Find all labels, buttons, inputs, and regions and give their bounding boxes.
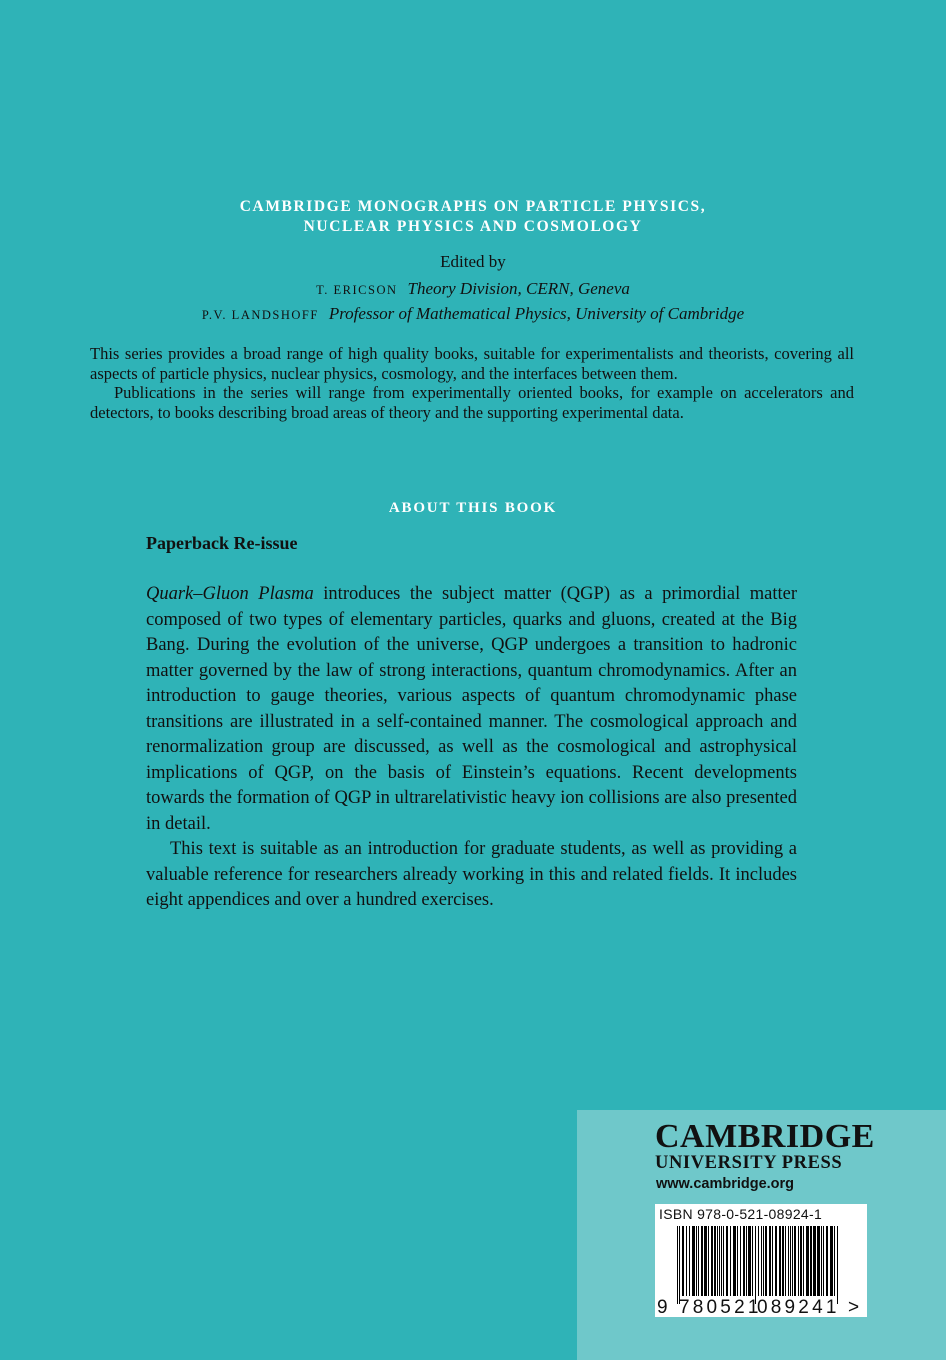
barcode-bar [679,1226,680,1304]
barcode-bar [752,1226,753,1296]
series-title [0,197,946,237]
barcode-bar [821,1226,822,1296]
publisher-logo-subname: UNIVERSITY PRESS [655,1153,843,1173]
barcode-bar [800,1226,802,1296]
barcode-bar [746,1226,747,1296]
editor-ericson [0,279,946,299]
barcode-bar [803,1226,804,1296]
barcode-bar [733,1226,736,1296]
series-title-line1: CAMBRIDGE MONOGRAPHS ON PARTICLE PHYSICS, [239,198,707,215]
editor-name: P.V. LANDSHOFF [201,308,319,322]
barcode-bar [792,1226,793,1296]
barcode-digit-prefix: 9 [657,1297,668,1318]
barcode-digit-left: 780521 [679,1297,762,1318]
barcode-bar [723,1226,724,1296]
barcode-bar [743,1226,745,1296]
barcode-bar [692,1226,695,1296]
barcode-bar [737,1226,738,1296]
barcode [655,1204,867,1317]
barcode-bar [837,1226,838,1304]
barcode-bar [740,1226,741,1296]
book-title: Quark–Gluon Plasma [146,584,314,604]
barcode-bar [813,1226,816,1296]
series-title-line2: NUCLEAR PHYSICS AND COSMOLOGY [303,218,643,235]
barcode-bar [714,1226,716,1296]
barcode-bar [817,1226,820,1296]
series-description-p2: Publications in the series will range from experimentally oriented books, for example on accelerators and detectors, to books describing broad areas of theory and the supporting experimental data. [90,383,854,422]
barcode-bar [698,1226,699,1296]
editor-role: Theory Division, CERN, Geneva [407,279,630,298]
series-description [90,344,854,422]
barcode-bar [726,1226,728,1296]
barcode-digit-right: 089241 [757,1297,840,1318]
editor-landshoff [0,304,946,324]
barcode-bar [755,1226,756,1304]
barcode-bar [834,1226,835,1296]
barcode-bar [823,1226,824,1296]
book-description-p1-text: introduces the subject matter (QGP) as a primordial matter composed of two types of elementary particles, quarks and gluons, created at the Big Bang. During the evolution of the universe, QGP undergoes a transition to hadronic matter governed by the law of strong interactions, quantum chromodynamics. After an introduction to gauge theories, various aspects of quantum chromodynamic phase transitions are illustrated in a self-contained manner. The cosmological approach and renormalization group are discussed, as well as the cosmological and astrophysical implications of QGP, on the basis of Einstein’s equations. Recent developments towards the formation of QGP in ultrarelativistic heavy ion collisions are also presented in detail. [146,584,797,834]
barcode-bar [748,1226,751,1296]
barcode-bar [782,1226,784,1296]
barcode-bar [806,1226,809,1296]
publisher-url[interactable]: www.cambridge.org [656,1176,795,1192]
barcode-bar [763,1226,764,1296]
barcode-bar [730,1226,731,1296]
publisher-logo-name: CAMBRIDGE [655,1118,875,1155]
barcode-bar [719,1226,720,1296]
barcode-bar [794,1226,796,1296]
editor-role: Professor of Mathematical Physics, University of Cambridge [328,304,745,323]
barcode-bar [826,1226,828,1296]
barcode-bar [696,1226,697,1296]
barcode-bar [686,1226,687,1296]
barcode-bar [779,1226,781,1296]
barcode-bar [788,1226,789,1296]
series-description-p1: This series provides a broad range of high quality books, suitable for experimentalists and theorists, covering all aspects of particle physics, nuclear physics, cosmology, and the interfaces between them. [90,344,854,383]
barcode-bar [682,1226,684,1296]
book-description-p2: This text is suitable as an introduction for graduate students, as well as providing a valuable reference for researchers already working in this and related fields. It includes eight appendices and over a hundred exercises. [146,839,797,910]
book-description-p1 [146,582,797,837]
barcode-bar [701,1226,703,1296]
barcode-digit-arrow: > [848,1297,860,1318]
barcode-bar [769,1226,771,1296]
barcode-bar [775,1226,777,1296]
barcode-bar [798,1226,799,1296]
barcode-bar [761,1226,762,1296]
barcode-bar [708,1226,709,1296]
about-heading: ABOUT THIS BOOK [388,500,558,516]
barcode-bar [772,1226,773,1296]
barcode-bar [677,1226,678,1304]
barcode-bar [689,1226,690,1296]
edited-by-label: Edited by [440,252,506,271]
isbn-label: ISBN 978-0-521-08924-1 [659,1206,823,1222]
barcode-bar [758,1226,759,1296]
editor-name: T. ERICSON [316,283,398,297]
reissue-label: Paperback Re-issue [146,533,298,553]
barcode-bar [704,1226,707,1296]
barcode-bar [721,1226,722,1296]
barcode-bar [810,1226,812,1296]
barcode-bar [785,1226,786,1296]
barcode-bar [790,1226,791,1296]
book-description [146,582,797,914]
barcode-bar [711,1226,713,1296]
barcode-bar [830,1226,833,1296]
barcode-bar [765,1226,767,1296]
barcode-bar [717,1226,718,1296]
